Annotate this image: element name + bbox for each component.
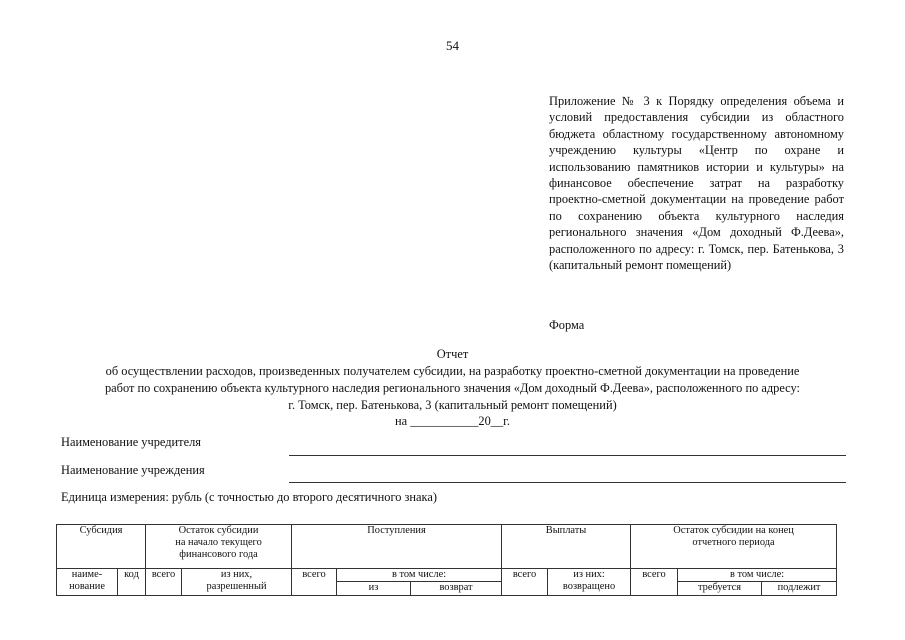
table-header-row xyxy=(57,525,837,569)
report-title: Отчет xyxy=(436,347,469,361)
header-balance-end-line-2: отчетного периода xyxy=(692,537,775,548)
header-total-end: всего xyxy=(631,569,678,596)
header-return: возврат xyxy=(411,582,502,596)
header-required: требуется xyxy=(678,582,762,596)
header-returned-line-1: из них: xyxy=(573,569,605,580)
header-from: из xyxy=(337,582,411,596)
header-name-line-1: наиме- xyxy=(71,569,103,580)
header-balance-end-line-1: Остаток субсидии на конец xyxy=(673,525,794,536)
header-name-line-2: нование xyxy=(69,581,105,592)
header-allowed-line-1: из них, xyxy=(220,569,253,580)
header-balance-end xyxy=(631,525,837,569)
founder-fill-line xyxy=(289,455,846,456)
header-subsidy: Субсидия xyxy=(57,525,146,569)
header-name xyxy=(57,569,118,596)
header-end-including: в том числе: xyxy=(678,569,837,582)
header-code: код xyxy=(118,569,146,596)
header-subject-to: подлежит xyxy=(762,582,837,596)
header-total-receipts: всего xyxy=(292,569,337,596)
table-subheader-row xyxy=(57,569,837,582)
header-receipts: Поступления xyxy=(292,525,502,569)
header-receipts-including: в том числе: xyxy=(337,569,502,582)
header-balance-start-line-1: Остаток субсидии xyxy=(178,525,259,536)
appendix-note: Приложение № 3 к Порядку определения объема и условий предоставления субсидии из областного бюджета областному государственному автономному учреждению культуры «Центр по охране и использованию памятников истории и культуры» на финансовое обеспечение затрат на разработку проектно-сметной документации на проведение работ по сохранению объекта культурного наследия регионального значения «Дом доходный Ф.Деева», расположенного по адресу: г. Томск, пер. Батенькова, 3 (капитальный ремонт помещений) xyxy=(549,94,844,273)
report-table xyxy=(56,524,837,596)
page-number: 54 xyxy=(446,38,459,53)
header-total-payments: всего xyxy=(502,569,548,596)
founder-label: Наименование учредителя xyxy=(61,435,201,449)
header-total-start: всего xyxy=(146,569,182,596)
header-returned-line-2: возвращено xyxy=(562,581,616,592)
institution-label: Наименование учреждения xyxy=(61,463,205,477)
header-returned xyxy=(548,569,631,596)
form-label: Форма xyxy=(549,318,585,332)
report-date-line: на ___________20__г. xyxy=(395,414,510,428)
institution-fill-line xyxy=(289,482,846,483)
header-allowed xyxy=(182,569,292,596)
header-allowed-line-2: разрешенный xyxy=(206,581,267,592)
header-balance-start-line-2: на начало текущего xyxy=(175,537,262,548)
header-balance-start xyxy=(146,525,292,569)
report-subtitle-line-2: работ по сохранению объекта культурного наследия регионального значения «Дом доходный Ф.Деева», расположенного по адресу: xyxy=(104,381,800,395)
report-subtitle-line-3: г. Томск, пер. Батенькова, 3 (капитальный ремонт помещений) xyxy=(288,398,617,412)
header-payments: Выплаты xyxy=(502,525,631,569)
unit-of-measure-label: Единица измерения: рубль (с точностью до второго десятичного знака) xyxy=(61,490,438,504)
report-subtitle-line-1: об осуществлении расходов, произведенных получателем субсидии, на разработку проектно-сметной документации на проведение xyxy=(105,364,800,378)
header-balance-start-line-3: финансового года xyxy=(179,549,258,560)
